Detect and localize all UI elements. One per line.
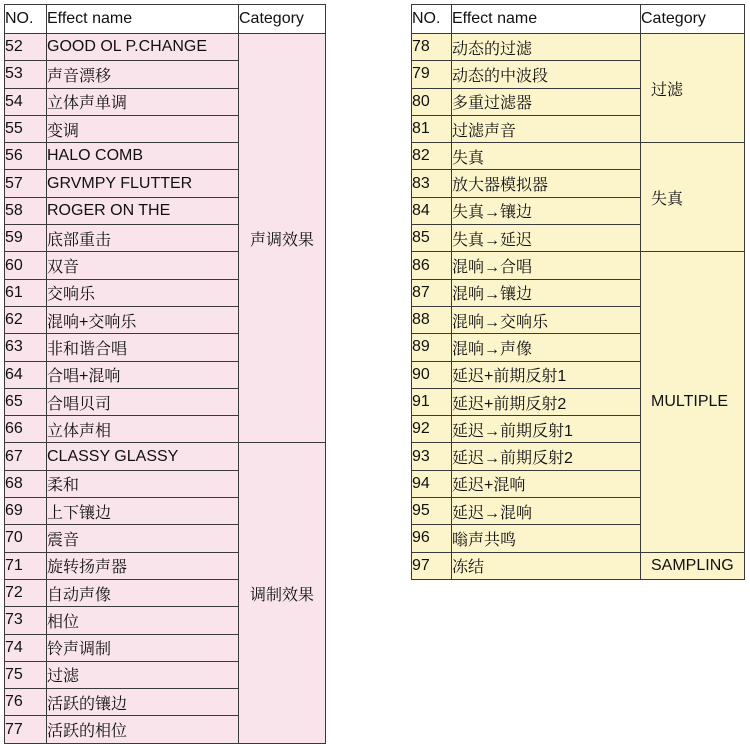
effect-name: 上下镶边 bbox=[47, 498, 239, 525]
effect-name: 失真→延迟 bbox=[452, 225, 641, 252]
effect-number: 93 bbox=[412, 443, 452, 470]
table-row bbox=[412, 143, 745, 170]
effect-name: 延迟→混响 bbox=[452, 498, 641, 525]
effect-name: 变调 bbox=[47, 115, 239, 142]
category-cell: 过滤 bbox=[641, 34, 745, 143]
effect-number: 77 bbox=[5, 716, 47, 743]
table-row bbox=[5, 443, 326, 470]
effect-name: 非和谐合唱 bbox=[47, 334, 239, 361]
effect-name: 交响乐 bbox=[47, 279, 239, 306]
effect-name: 自动声像 bbox=[47, 579, 239, 606]
effect-number: 61 bbox=[5, 279, 47, 306]
effect-name: 延迟+前期反射2 bbox=[452, 388, 641, 415]
effect-number: 67 bbox=[5, 443, 47, 470]
effect-name: 震音 bbox=[47, 525, 239, 552]
effect-name: 动态的过滤 bbox=[452, 34, 641, 61]
effect-number: 91 bbox=[412, 388, 452, 415]
effect-number: 89 bbox=[412, 334, 452, 361]
effect-name: 失真 bbox=[452, 143, 641, 170]
effect-name: 合唱+混响 bbox=[47, 361, 239, 388]
effect-number: 59 bbox=[5, 225, 47, 252]
effect-number: 55 bbox=[5, 115, 47, 142]
effect-name: 合唱贝司 bbox=[47, 388, 239, 415]
effect-number: 52 bbox=[5, 34, 47, 61]
table-row bbox=[412, 34, 745, 61]
effect-number: 66 bbox=[5, 416, 47, 443]
effect-name: 柔和 bbox=[47, 470, 239, 497]
effect-name: 相位 bbox=[47, 607, 239, 634]
header-no: NO. bbox=[412, 5, 452, 34]
effect-name: 放大器模拟器 bbox=[452, 170, 641, 197]
effect-name: 冻结 bbox=[452, 552, 641, 579]
effect-name: 失真→镶边 bbox=[452, 197, 641, 224]
effect-name: 双音 bbox=[47, 252, 239, 279]
effect-number: 87 bbox=[412, 279, 452, 306]
effect-number: 80 bbox=[412, 88, 452, 115]
effect-number: 85 bbox=[412, 225, 452, 252]
effect-number: 70 bbox=[5, 525, 47, 552]
effect-number: 73 bbox=[5, 607, 47, 634]
category-cell: 声调效果 bbox=[239, 34, 326, 443]
table-header-row bbox=[412, 5, 745, 34]
effect-number: 69 bbox=[5, 498, 47, 525]
effect-name: HALO COMB bbox=[47, 143, 239, 170]
effect-name: 延迟→前期反射1 bbox=[452, 416, 641, 443]
effect-number: 72 bbox=[5, 579, 47, 606]
effect-number: 86 bbox=[412, 252, 452, 279]
effect-name: 底部重击 bbox=[47, 225, 239, 252]
header-effect-name: Effect name bbox=[47, 5, 239, 34]
effect-name: 活跃的镶边 bbox=[47, 689, 239, 716]
effect-number: 97 bbox=[412, 552, 452, 579]
effect-number: 82 bbox=[412, 143, 452, 170]
effect-number: 83 bbox=[412, 170, 452, 197]
effect-number: 74 bbox=[5, 634, 47, 661]
effect-name: CLASSY GLASSY bbox=[47, 443, 239, 470]
effect-name: GRVMPY FLUTTER bbox=[47, 170, 239, 197]
category-cell: SAMPLING bbox=[641, 552, 745, 579]
effect-name: 嗡声共鸣 bbox=[452, 525, 641, 552]
effect-name: 立体声单调 bbox=[47, 88, 239, 115]
category-cell: 调制效果 bbox=[239, 443, 326, 743]
effect-number: 58 bbox=[5, 197, 47, 224]
effect-name: 多重过滤器 bbox=[452, 88, 641, 115]
effect-number: 64 bbox=[5, 361, 47, 388]
header-category: Category bbox=[641, 5, 745, 34]
effect-number: 75 bbox=[5, 661, 47, 688]
effect-name: ROGER ON THE bbox=[47, 197, 239, 224]
effect-name: 过滤 bbox=[47, 661, 239, 688]
effect-name: 混响+交响乐 bbox=[47, 306, 239, 333]
effect-name: 铃声调制 bbox=[47, 634, 239, 661]
effect-name: 活跃的相位 bbox=[47, 716, 239, 743]
effect-number: 60 bbox=[5, 252, 47, 279]
effect-number: 56 bbox=[5, 143, 47, 170]
effect-name: 混响→镶边 bbox=[452, 279, 641, 306]
effect-name: GOOD OL P.CHANGE bbox=[47, 34, 239, 61]
header-effect-name: Effect name bbox=[452, 5, 641, 34]
category-cell: 失真 bbox=[641, 143, 745, 252]
effect-number: 62 bbox=[5, 306, 47, 333]
effect-name: 声音漂移 bbox=[47, 61, 239, 88]
header-category: Category bbox=[239, 5, 326, 34]
table-row bbox=[412, 552, 745, 579]
effects-table-left bbox=[4, 4, 326, 744]
effect-name: 立体声相 bbox=[47, 416, 239, 443]
table-row bbox=[5, 34, 326, 61]
effect-name: 延迟+混响 bbox=[452, 470, 641, 497]
effect-number: 88 bbox=[412, 306, 452, 333]
effect-name: 延迟+前期反射1 bbox=[452, 361, 641, 388]
table-header-row bbox=[5, 5, 326, 34]
effect-number: 84 bbox=[412, 197, 452, 224]
effect-name: 延迟→前期反射2 bbox=[452, 443, 641, 470]
header-no: NO. bbox=[5, 5, 47, 34]
category-cell: MULTIPLE bbox=[641, 252, 745, 552]
effect-number: 57 bbox=[5, 170, 47, 197]
effects-table-right bbox=[411, 4, 745, 580]
effect-number: 76 bbox=[5, 689, 47, 716]
effect-number: 92 bbox=[412, 416, 452, 443]
table-row bbox=[412, 252, 745, 279]
effect-number: 81 bbox=[412, 115, 452, 142]
effect-number: 78 bbox=[412, 34, 452, 61]
effect-number: 79 bbox=[412, 61, 452, 88]
effect-number: 96 bbox=[412, 525, 452, 552]
effect-number: 65 bbox=[5, 388, 47, 415]
effect-name: 过滤声音 bbox=[452, 115, 641, 142]
effect-name: 混响→声像 bbox=[452, 334, 641, 361]
effect-number: 94 bbox=[412, 470, 452, 497]
effect-number: 54 bbox=[5, 88, 47, 115]
effect-name: 动态的中波段 bbox=[452, 61, 641, 88]
effect-number: 68 bbox=[5, 470, 47, 497]
effect-name: 混响→合唱 bbox=[452, 252, 641, 279]
effect-number: 90 bbox=[412, 361, 452, 388]
effect-number: 71 bbox=[5, 552, 47, 579]
effect-number: 95 bbox=[412, 498, 452, 525]
effect-number: 53 bbox=[5, 61, 47, 88]
effect-number: 63 bbox=[5, 334, 47, 361]
effect-name: 旋转扬声器 bbox=[47, 552, 239, 579]
effect-name: 混响→交响乐 bbox=[452, 306, 641, 333]
